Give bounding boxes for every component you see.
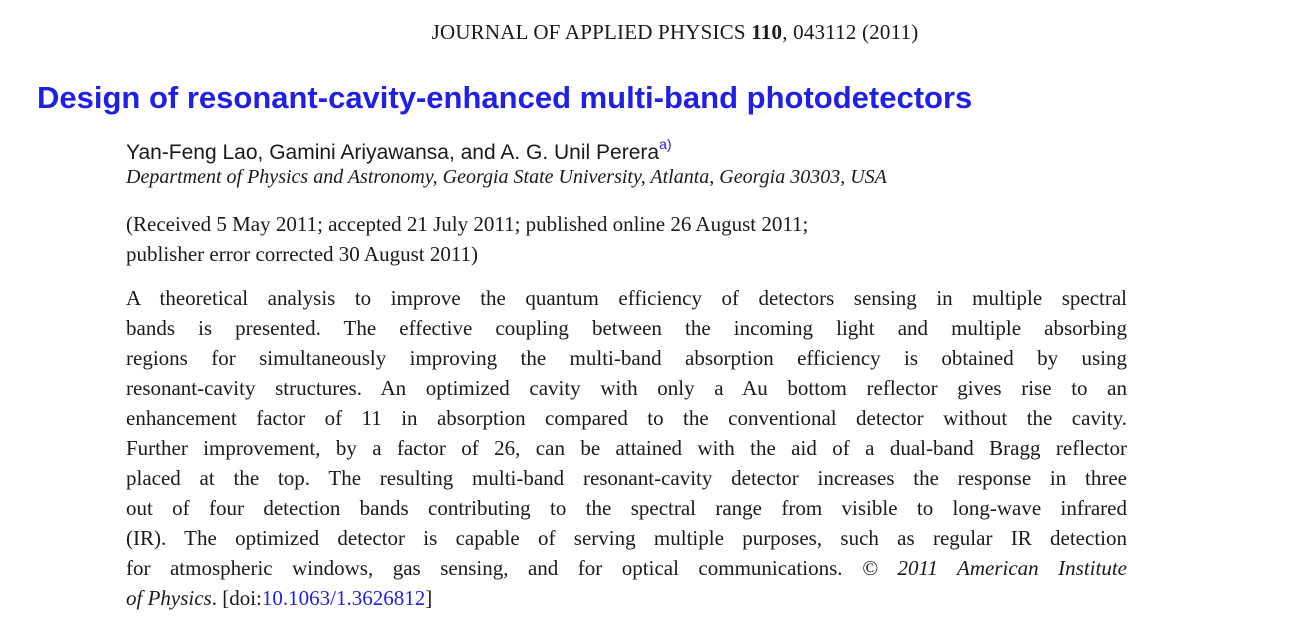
abstract-line: [126, 553, 1127, 583]
paper-title: Design of resonant-cavity-enhanced multi-band photodetectors: [37, 80, 973, 115]
author-list: [126, 138, 672, 165]
abstract: [126, 283, 1127, 613]
abstract-line: (IR). The optimized detector is capable of serving multiple purposes, such as regular IR detection: [126, 526, 1127, 550]
abstract-line: Further improvement, by a factor of 26, can be attained with the aid of a dual-band Bragg reflector: [126, 436, 1127, 460]
abstract-line: [126, 583, 1127, 613]
journal-header: [0, 20, 1291, 45]
abstract-line: resonant-cavity structures. An optimized cavity with only a Au bottom reflector gives rise to an: [126, 376, 1127, 400]
abstract-line: out of four detection bands contributing to the spectral range from visible to long-wave infrared: [126, 496, 1127, 520]
author-footnote-link[interactable]: a): [659, 136, 672, 152]
abstract-line: bands is presented. The effective coupling between the incoming light and multiple absorbing: [126, 316, 1127, 340]
author-names: Yan-Feng Lao, Gamini Ariyawansa, and A. G. Unil Perera: [126, 141, 660, 164]
affiliation: Department of Physics and Astronomy, Georgia State University, Atlanta, Georgia 30303, USA: [126, 166, 887, 188]
doi-link[interactable]: 10.1063/1.3626812: [261, 586, 426, 610]
journal-name: JOURNAL OF APPLIED PHYSICS: [431, 20, 746, 44]
dates-line-1: (Received 5 May 2011; accepted 21 July 2011; published online 26 August 2011;: [126, 212, 809, 236]
journal-volume: 110: [751, 20, 783, 44]
copyright-notice: © 2011 American Institute: [862, 556, 1127, 580]
abstract-line: placed at the top. The resulting multi-band resonant-cavity detector increases the response in three: [126, 466, 1127, 490]
article-number: , 043112 (2011): [782, 20, 919, 44]
dates-line-2: publisher error corrected 30 August 2011): [126, 242, 479, 266]
abstract-line: enhancement factor of 11 in absorption compared to the conventional detector without the cavity.: [126, 406, 1127, 430]
copyright-continued: of Physics: [126, 586, 212, 610]
doi-suffix: ]: [425, 586, 433, 610]
abstract-line: regions for simultaneously improving the multi-band absorption efficiency is obtained by using: [126, 346, 1127, 370]
doi-prefix: . [doi:: [211, 586, 262, 610]
abstract-line: A theoretical analysis to improve the quantum efficiency of detectors sensing in multiple spectral: [126, 286, 1127, 310]
abstract-line-10-text: for atmospheric windows, gas sensing, and for optical communications.: [126, 556, 862, 580]
publication-dates: [126, 209, 1126, 269]
